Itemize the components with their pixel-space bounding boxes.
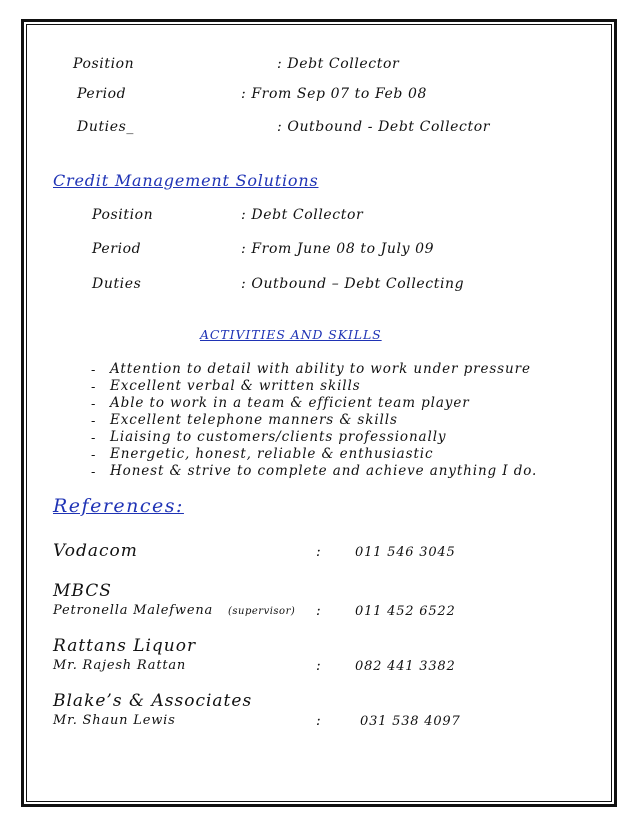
bullet-dash: - xyxy=(91,414,96,429)
activities-heading: ACTIVITIES AND SKILLS xyxy=(200,327,382,342)
job1-position-label: Position xyxy=(73,56,135,72)
job1-duties-value: : Outbound - Debt Collector xyxy=(277,119,491,135)
references-heading: References: xyxy=(53,495,184,517)
reference-phone: 011 452 6522 xyxy=(355,604,456,619)
skill-item: Excellent telephone manners & skills xyxy=(110,412,398,428)
reference-phone: 031 538 4097 xyxy=(360,714,461,729)
reference-colon: : xyxy=(316,603,322,619)
bullet-dash: - xyxy=(91,380,96,395)
job2-company-heading: Credit Management Solutions xyxy=(53,171,319,190)
bullet-dash: - xyxy=(91,465,96,480)
job2-period-value: : From June 08 to July 09 xyxy=(241,241,435,257)
skill-item: Honest & strive to complete and achieve anything I do. xyxy=(110,463,538,479)
job2-position-label: Position xyxy=(92,207,154,223)
bullet-dash: - xyxy=(91,363,96,378)
job1-position-value: : Debt Collector xyxy=(277,56,400,72)
job1-duties-label: Duties_ xyxy=(77,119,135,135)
reference-company: Vodacom xyxy=(53,541,138,561)
reference-company: Rattans Liquor xyxy=(53,636,197,656)
reference-phone: 011 546 3045 xyxy=(355,545,456,560)
bullet-dash: - xyxy=(91,397,96,412)
job2-duties-label: Duties xyxy=(92,276,142,292)
job2-duties-value: : Outbound – Debt Collecting xyxy=(241,276,465,292)
job1-period-label: Period xyxy=(77,86,127,102)
skill-item: Attention to detail with ability to work under pressure xyxy=(110,361,531,377)
reference-colon: : xyxy=(316,658,322,674)
skill-item: Able to work in a team & efficient team player xyxy=(110,395,470,411)
job2-position-value: : Debt Collector xyxy=(241,207,364,223)
reference-contact: Mr. Shaun Lewis xyxy=(53,713,176,728)
reference-contact: Petronella Malefwena xyxy=(53,603,214,618)
reference-phone: 082 441 3382 xyxy=(355,659,456,674)
reference-contact-note: (supervisor) xyxy=(228,606,296,617)
skill-item: Liaising to customers/clients professionally xyxy=(110,429,447,445)
reference-company: Blake’s & Associates xyxy=(53,691,253,711)
skill-item: Excellent verbal & written skills xyxy=(110,378,361,394)
bullet-dash: - xyxy=(91,431,96,446)
reference-colon: : xyxy=(316,713,322,729)
reference-company: MBCS xyxy=(53,581,112,601)
job1-period-value: : From Sep 07 to Feb 08 xyxy=(241,86,428,102)
reference-colon: : xyxy=(316,544,322,560)
reference-contact: Mr. Rajesh Rattan xyxy=(53,658,187,673)
job2-period-label: Period xyxy=(92,241,142,257)
bullet-dash: - xyxy=(91,448,96,463)
skill-item: Energetic, honest, reliable & enthusiastic xyxy=(110,446,434,462)
